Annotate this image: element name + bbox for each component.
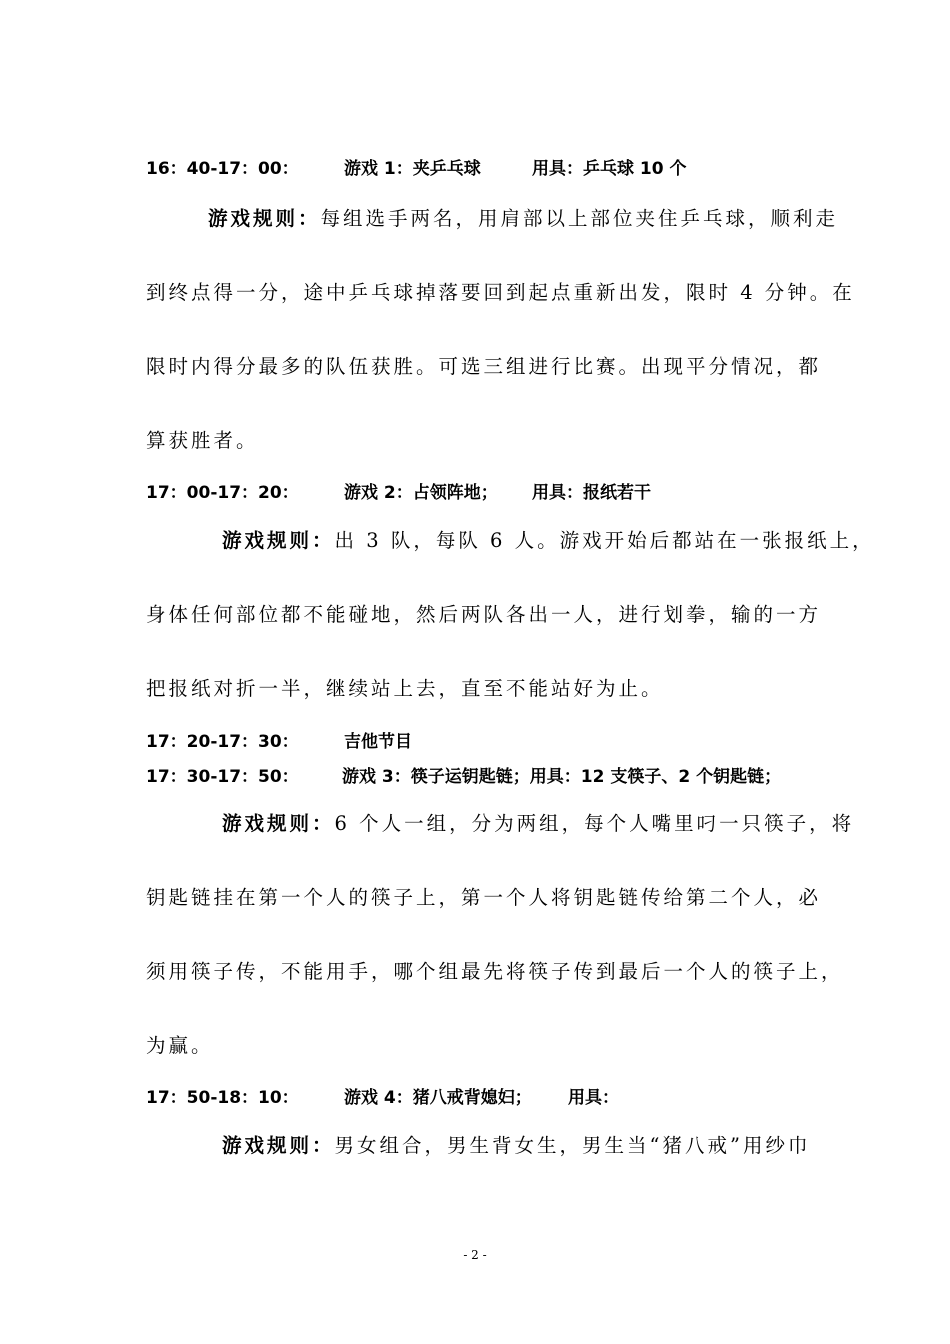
game-title: 游戏 4：猪八戒背媳妇； [344, 1088, 532, 1108]
rule-text: 每组选手两名，用肩部以上部位夹住乒乓球，顺利走 [320, 207, 839, 230]
rule-line: 算获胜者。 [146, 429, 259, 452]
game-title: 游戏 3：筷子运钥匙链；用具：12 支筷子、2 个钥匙链； [342, 767, 782, 787]
rule-line: 为赢。 [146, 1034, 214, 1057]
rule-line [208, 203, 888, 231]
rule-line: 须用筷子传，不能用手，哪个组最先将筷子传到最后一个人的筷子上， [146, 960, 844, 983]
time-slot: 17：20-17：30： [146, 732, 299, 752]
time-slot: 17：30-17：50： [146, 767, 299, 787]
page-number: - 2 - [463, 1248, 487, 1262]
rule-line [222, 808, 902, 836]
time-slot: 16：40-17：00： [146, 159, 299, 179]
rule-line: 身体任何部位都不能碰地，然后两队各出一人，进行划拳，输的一方 [146, 603, 822, 626]
rule-label: 游戏规则： [222, 529, 335, 552]
rule-line: 到终点得一分，途中乒乓球掉落要回到起点重新出发，限时 4 分钟。在 [146, 281, 855, 304]
rule-line: 把报纸对折一半，继续站上去，直至不能站好为止。 [146, 677, 664, 700]
game-title: 游戏 2：占领阵地； [344, 483, 498, 503]
rule-label: 游戏规则： [222, 812, 335, 835]
game-tools: 用具：报纸若干 [532, 483, 651, 503]
game-title: 游戏 1：夹乒乓球 [344, 159, 481, 179]
game-tools: 用具：乒乓球 10 个 [532, 159, 687, 179]
time-slot: 17：00-17：20： [146, 483, 299, 503]
rule-text: 6 个人一组，分为两组，每个人嘴里叼一只筷子，将 [334, 812, 855, 835]
rule-label: 游戏规则： [222, 1134, 335, 1157]
rule-line: 限时内得分最多的队伍获胜。可选三组进行比赛。出现平分情况，都 [146, 355, 822, 378]
rule-text: 出 3 队，每队 6 人。游戏开始后都站在一张报纸上， [334, 529, 875, 552]
rule-label: 游戏规则： [208, 207, 321, 230]
time-slot: 17：50-18：10： [146, 1088, 299, 1108]
rule-line [222, 525, 902, 553]
program-title: 吉他节目 [344, 732, 412, 752]
rule-line [222, 1130, 902, 1158]
rule-line: 钥匙链挂在第一个人的筷子上，第一个人将钥匙链传给第二个人，必 [146, 886, 822, 909]
game-tools: 用具： [568, 1088, 619, 1108]
rule-text: 男女组合，男生背女生，男生当“猪八戒”用纱巾 [334, 1134, 811, 1157]
